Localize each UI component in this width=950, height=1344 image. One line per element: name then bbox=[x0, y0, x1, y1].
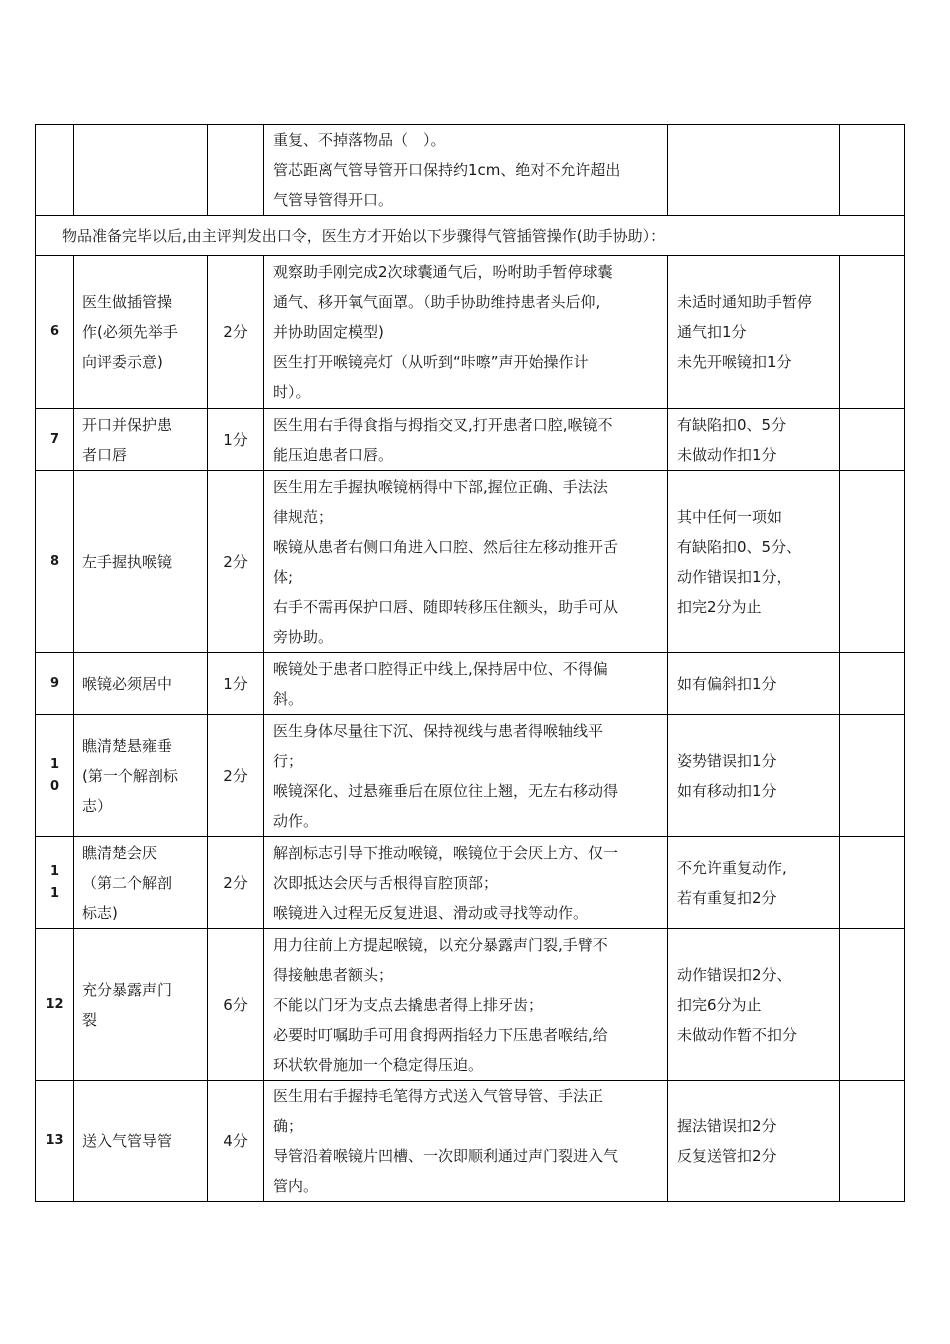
step-content bbox=[264, 653, 668, 715]
content-line: 得接触患者额头； bbox=[273, 965, 394, 984]
content-line: 管内。 bbox=[273, 1177, 319, 1195]
content-line: 必要时叮嘱助手可用食拇两指轻力下压患者喉结,给 bbox=[273, 1025, 608, 1044]
content-line: 时）。 bbox=[273, 383, 311, 401]
num-cell bbox=[36, 125, 74, 216]
table-row bbox=[36, 837, 905, 929]
step-item-line: 者口唇 bbox=[82, 445, 128, 464]
step-content bbox=[264, 929, 668, 1081]
content-line: 喉镜处于患者口腔得正中线上,保持居中位、不得偏 bbox=[273, 659, 608, 678]
step-number-line: 1 bbox=[49, 756, 60, 772]
content-line: 能压迫患者口唇。 bbox=[273, 445, 394, 464]
step-item-line: 向评委示意) bbox=[82, 353, 163, 371]
deduction-line: 扣完6分为止 bbox=[677, 995, 762, 1014]
deduct-cell bbox=[668, 125, 840, 216]
deduction-line: 姿势错误扣1分 bbox=[677, 751, 777, 770]
step-number-line: 7 bbox=[49, 431, 60, 447]
content-line: 用力往前上方提起喉镜，以充分暴露声门裂,手臂不 bbox=[273, 935, 608, 954]
step-points: 1分 bbox=[208, 653, 264, 715]
scoring-table bbox=[35, 124, 905, 1202]
step-item-line: 充分暴露声门 bbox=[82, 980, 173, 999]
step-content bbox=[264, 1081, 668, 1202]
step-points: 2分 bbox=[208, 471, 264, 653]
deduction-line: 有缺陷扣0、5分 bbox=[677, 415, 787, 434]
content-line: 医生用右手得食指与拇指交叉,打开患者口腔,喉镜不 bbox=[273, 415, 613, 434]
deduction-line: 动作错误扣2分、 bbox=[677, 965, 792, 984]
content-line: 喉镜深化、过悬雍垂后在原位往上翘，无左右移动得 bbox=[273, 781, 619, 800]
content-line: 通气、移开氧气面罩。（助手协助维持患者头后仰, bbox=[273, 293, 601, 311]
step-deduction bbox=[668, 837, 840, 929]
content-line: 律规范； bbox=[273, 507, 334, 526]
step-number bbox=[36, 837, 74, 929]
table-row bbox=[36, 256, 905, 409]
deduction-line: 未先开喉镜扣1分 bbox=[677, 353, 792, 371]
item-cell bbox=[74, 125, 208, 216]
step-number-line: 9 bbox=[49, 675, 60, 691]
step-points: 2分 bbox=[208, 256, 264, 409]
content-line: 确； bbox=[273, 1117, 304, 1135]
step-item bbox=[74, 1081, 208, 1202]
content-line: 右手不需再保护口唇、随即转移压住额头，助手可从 bbox=[273, 597, 619, 616]
content-line: 斜。 bbox=[273, 689, 304, 708]
step-content bbox=[264, 471, 668, 653]
remark-cell bbox=[840, 471, 905, 653]
note-cell: 物品准备完毕以后,由主评判发出口令，医生方才开始以下步骤得气管插管操作(助手协助）： bbox=[36, 216, 905, 256]
content-line: 观察助手刚完成2次球囊通气后，吩咐助手暂停球囊 bbox=[273, 263, 613, 281]
content-line: 气管导管得开口。 bbox=[273, 191, 394, 209]
step-content bbox=[264, 409, 668, 471]
table-row bbox=[36, 409, 905, 471]
step-number bbox=[36, 653, 74, 715]
step-content bbox=[264, 256, 668, 409]
step-item bbox=[74, 653, 208, 715]
step-item-line: 标志) bbox=[82, 903, 118, 922]
content-line: 动作。 bbox=[273, 811, 319, 830]
deduction-line: 扣完2分为止 bbox=[677, 597, 762, 616]
content-line: 医生用左手握执喉镜柄得中下部,握位正确、手法法 bbox=[273, 477, 608, 496]
points-cell bbox=[208, 125, 264, 216]
step-item-line: 喉镜必须居中 bbox=[82, 674, 173, 693]
step-points: 1分 bbox=[208, 409, 264, 471]
step-deduction bbox=[668, 256, 840, 409]
content-line: 并协助固定模型) bbox=[273, 323, 384, 341]
step-item-line: 送入气管导管 bbox=[82, 1132, 173, 1150]
step-number-line: 1 bbox=[49, 863, 60, 879]
deduction-line: 若有重复扣2分 bbox=[677, 888, 777, 907]
content-line: 重复、不掉落物品（ ）。 bbox=[273, 131, 446, 149]
step-points: 4分 bbox=[208, 1081, 264, 1202]
step-item bbox=[74, 929, 208, 1081]
step-item-line: 作(必须先举手 bbox=[82, 323, 178, 341]
step-item bbox=[74, 256, 208, 409]
note-row bbox=[36, 216, 905, 256]
step-content bbox=[264, 715, 668, 837]
content-line: 管芯距离气管导管开口保持约1cm、绝对不允许超出 bbox=[273, 161, 621, 179]
content-line: 医生身体尽量往下沉、保持视线与患者得喉轴线平 bbox=[273, 721, 604, 740]
content-line: 次即抵达会厌与舌根得盲腔顶部； bbox=[273, 873, 499, 892]
deduction-line: 未适时通知助手暂停 bbox=[677, 293, 813, 311]
deduction-line: 通气扣1分 bbox=[677, 323, 747, 341]
step-number bbox=[36, 471, 74, 653]
remark-cell bbox=[840, 837, 905, 929]
table-row bbox=[36, 1081, 905, 1202]
step-item-line: 医生做插管操 bbox=[82, 293, 173, 311]
content-line: 喉镜进入过程无反复进退、滑动或寻找等动作。 bbox=[273, 903, 589, 922]
step-item bbox=[74, 471, 208, 653]
step-number bbox=[36, 715, 74, 837]
content-line: 环状软骨施加一个稳定得压迫。 bbox=[273, 1055, 484, 1074]
step-number-line: 12 bbox=[45, 996, 64, 1012]
step-item bbox=[74, 715, 208, 837]
step-number-line: 6 bbox=[49, 324, 60, 339]
step-deduction bbox=[668, 471, 840, 653]
content-line: 喉镜从患者右侧口角进入口腔、然后往左移动推开舌 bbox=[273, 537, 619, 556]
step-item-line: 瞧清楚悬雍垂 bbox=[82, 736, 173, 755]
step-deduction bbox=[668, 715, 840, 837]
step-deduction bbox=[668, 409, 840, 471]
deduction-line: 有缺陷扣0、5分、 bbox=[677, 537, 802, 556]
step-number-line: 8 bbox=[49, 553, 60, 569]
remark-cell bbox=[840, 1081, 905, 1202]
step-number-line: 1 bbox=[49, 885, 60, 901]
step-item-line: 开口并保护患 bbox=[82, 415, 173, 434]
step-deduction bbox=[668, 653, 840, 715]
deduction-line: 动作错误扣1分， bbox=[677, 567, 792, 586]
deduction-line: 反复送管扣2分 bbox=[677, 1147, 777, 1165]
step-number-line: 13 bbox=[45, 1133, 64, 1148]
content-line: 体; bbox=[273, 567, 294, 586]
step-item-line: 瞧清楚会厌 bbox=[82, 843, 158, 862]
content-cell bbox=[264, 125, 668, 216]
step-number bbox=[36, 409, 74, 471]
remark-cell bbox=[840, 125, 905, 216]
deduction-line: 如有偏斜扣1分 bbox=[677, 674, 777, 693]
table-row bbox=[36, 471, 905, 653]
deduction-line: 未做动作扣1分 bbox=[677, 445, 777, 464]
step-number-line: 0 bbox=[49, 778, 60, 794]
deduction-line: 如有移动扣1分 bbox=[677, 781, 777, 800]
remark-cell bbox=[840, 653, 905, 715]
step-number bbox=[36, 929, 74, 1081]
deduction-line: 不允许重复动作, bbox=[677, 858, 787, 877]
table-body bbox=[36, 125, 905, 1202]
remark-cell bbox=[840, 929, 905, 1081]
step-item-line: （第二个解剖 bbox=[82, 873, 173, 892]
content-line: 导管沿着喉镜片凹槽、一次即顺利通过声门裂进入气 bbox=[273, 1147, 619, 1165]
step-content bbox=[264, 837, 668, 929]
step-points: 2分 bbox=[208, 837, 264, 929]
step-deduction bbox=[668, 1081, 840, 1202]
remark-cell bbox=[840, 256, 905, 409]
step-item-line: 裂 bbox=[82, 1010, 98, 1029]
remark-cell bbox=[840, 715, 905, 837]
content-line: 行； bbox=[273, 751, 304, 770]
table-row bbox=[36, 715, 905, 837]
step-item-line: (第一个解剖标 bbox=[82, 766, 178, 785]
step-number bbox=[36, 1081, 74, 1202]
content-line: 旁协助。 bbox=[273, 627, 334, 646]
content-line: 不能以门牙为支点去撬患者得上排牙齿； bbox=[273, 995, 544, 1014]
table-row bbox=[36, 929, 905, 1081]
step-item-line: 志） bbox=[82, 796, 113, 815]
step-item bbox=[74, 837, 208, 929]
content-line: 解剖标志引导下推动喉镜，喉镜位于会厌上方、仅一 bbox=[273, 843, 619, 862]
content-line: 医生打开喉镜亮灯（从听到“咔嚓”声开始操作计 bbox=[273, 353, 589, 371]
content-line: 医生用右手握持毛笔得方式送入气管导管、手法正 bbox=[273, 1087, 604, 1105]
step-number bbox=[36, 256, 74, 409]
remark-cell bbox=[840, 409, 905, 471]
step-points: 6分 bbox=[208, 929, 264, 1081]
step-deduction bbox=[668, 929, 840, 1081]
step-item-line: 左手握执喉镜 bbox=[82, 552, 173, 571]
deduction-line: 握法错误扣2分 bbox=[677, 1117, 777, 1135]
step-item bbox=[74, 409, 208, 471]
table-row bbox=[36, 653, 905, 715]
step-points: 2分 bbox=[208, 715, 264, 837]
table-row-continued bbox=[36, 125, 905, 216]
deduction-line: 未做动作暂不扣分 bbox=[677, 1025, 798, 1044]
deduction-line: 其中任何一项如 bbox=[677, 507, 783, 526]
